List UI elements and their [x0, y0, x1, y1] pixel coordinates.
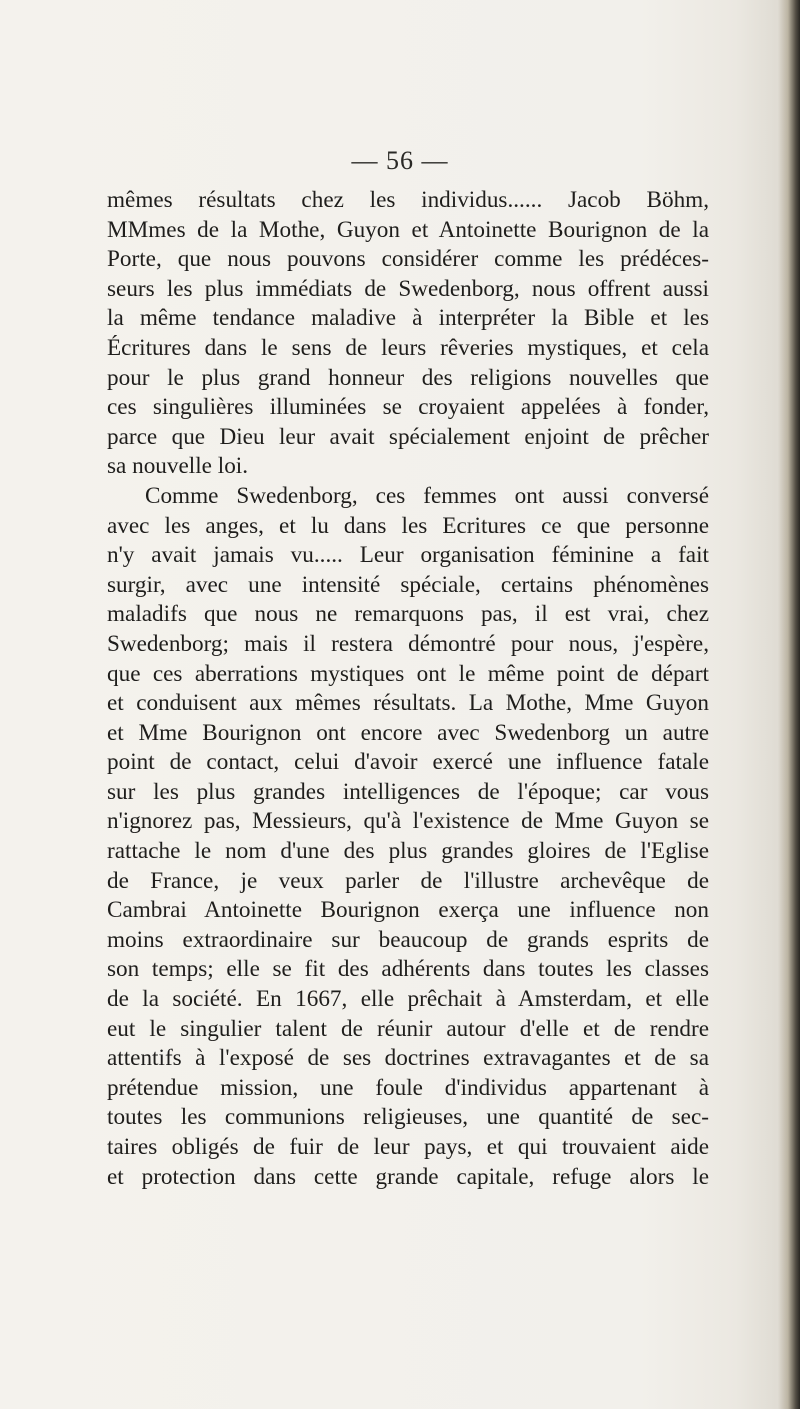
text-line: avec les anges, et lu dans les Ecritures ce que personne [107, 512, 709, 539]
body-text [107, 186, 709, 1192]
text-line: Comme Swedenborg, ces femmes ont aussi conversé [145, 482, 709, 509]
text-line: la même tendance maladive à interpréter la Bible et les [107, 305, 709, 332]
text-line: n'ignorez pas, Messieurs, qu'à l'existence de Mme Guyon se [107, 808, 709, 835]
text-line: seurs les plus immédiats de Swedenborg, nous offrent aussi [107, 275, 709, 302]
text-line: et protection dans cette grande capitale, refuge alors le [107, 1163, 709, 1190]
text-line: Swedenborg; mais il restera démontré pour nous, j'espère, [107, 630, 709, 657]
text-line: eut le singulier talent de réunir autour d'elle et de rendre [107, 1015, 709, 1042]
page-number: — 56 — [351, 146, 449, 175]
text-line: sur les plus grandes intelligences de l'époque; car vous [107, 778, 709, 805]
text-line: Cambrai Antoinette Bourignon exerça une influence non [107, 897, 709, 924]
text-line: n'y avait jamais vu..... Leur organisation féminine a fait [107, 542, 709, 569]
text-line: pour le plus grand honneur des religions nouvelles que [107, 364, 709, 391]
text-line: maladifs que nous ne remarquons pas, il est vrai, chez [107, 601, 709, 628]
text-line: mêmes résultats chez les individus...... Jacob Böhm, [107, 187, 709, 213]
text-line: rattache le nom d'une des plus grandes gloires de l'Eglise [107, 838, 709, 865]
text-line: de la société. En 1667, elle prêchait à Amsterdam, et elle [107, 986, 709, 1013]
text-line: que ces aberrations mystiques ont le même point de départ [107, 660, 709, 687]
text-line: et Mme Bourignon ont encore avec Swedenborg un autre [107, 719, 709, 746]
text-line: ces singulières illuminées se croyaient appelées à fonder, [107, 394, 709, 421]
text-line: et conduisent aux mêmes résultats. La Mothe, Mme Guyon [107, 690, 709, 717]
text-line: prétendue mission, une foule d'individus appartenant à [107, 1074, 709, 1101]
text-line: point de contact, celui d'avoir exercé une influence fatale [107, 749, 709, 776]
text-line: Écritures dans le sens de leurs rêveries mystiques, et cela [107, 334, 709, 361]
text-line: toutes les communions religieuses, une quantité de sec- [107, 1104, 709, 1131]
text-line: MMmes de la Mothe, Guyon et Antoinette Bourignon de la [107, 216, 709, 243]
page-edge-shadow [778, 0, 800, 1409]
text-line: sa nouvelle loi. [107, 453, 249, 480]
text-line: attentifs à l'exposé de ses doctrines extravagantes et de sa [107, 1045, 709, 1072]
text-line: parce que Dieu leur avait spécialement enjoint de prêcher [107, 423, 709, 450]
text-line: moins extraordinaire sur beaucoup de grands esprits de [107, 926, 709, 953]
text-line: surgir, avec une intensité spéciale, certains phénomènes [107, 571, 709, 598]
text-line: de France, je veux parler de l'illustre archevêque de [107, 867, 709, 894]
text-line: taires obligés de fuir de leur pays, et qui trouvaient aide [107, 1134, 709, 1160]
text-line: Porte, que nous pouvons considérer comme les prédéces- [107, 246, 709, 273]
text-line: son temps; elle se fit des adhérents dans toutes les classes [107, 956, 709, 983]
